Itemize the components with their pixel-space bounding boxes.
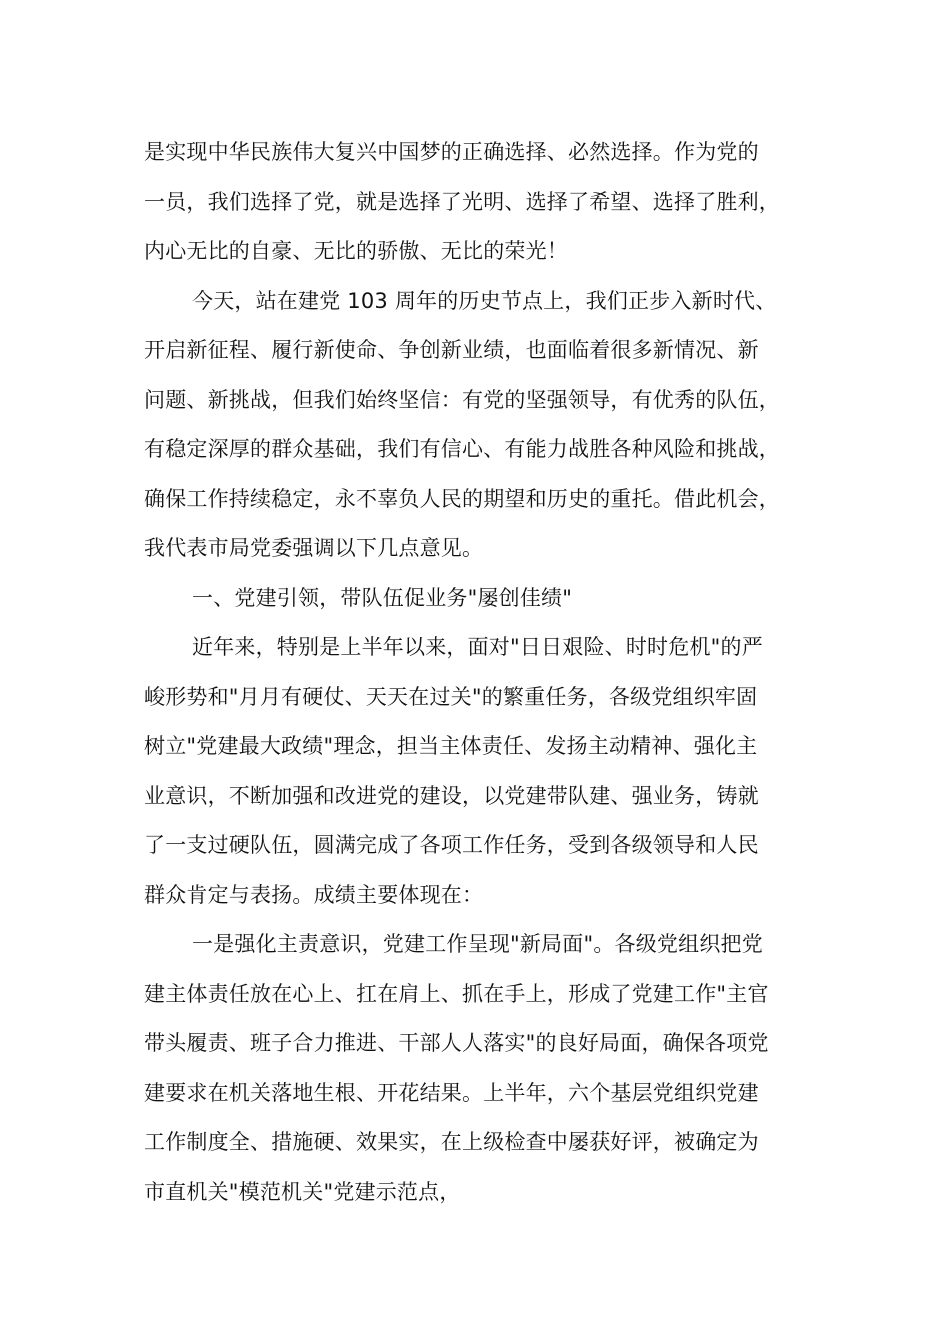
paragraph-first-line: 一是强化主责意识，党建工作呈现"新局面"。各级党组织把党 [192,932,763,956]
text-line: 带头履责、班子合力推进、干部人人落实"的良好局面，确保各项党 [144,1031,769,1055]
text-line: 建主体责任放在心上、扛在肩上、抓在手上，形成了党建工作"主官 [144,981,769,1006]
text-line: 一员，我们选择了党，就是选择了光明、选择了希望、选择了胜利， [144,189,780,214]
text-line: 内心无比的自豪、无比的骄傲、无比的荣光！ [144,239,568,263]
text-line: 树立"党建最大政绩"理念，担当主体责任、发扬主动精神、强化主 [144,734,758,758]
text-line: 是实现中华民族伟大复兴中国梦的正确选择、必然选择。作为党的 [144,140,759,164]
document-body [144,128,830,1217]
text-line: 有稳定深厚的群众基础，我们有信心、有能力战胜各种风险和挑战， [144,437,780,461]
text-line: 业意识，不断加强和改进党的建设，以党建带队建、强业务，铸就 [144,783,759,808]
text-line: 开启新征程、履行新使命、争创新业绩，也面临着很多新情况、新 [144,338,759,362]
text-line: 工作制度全、措施硬、效果实，在上级检查中屡获好评，被确定为 [144,1130,759,1154]
text-line: 市直机关"模范机关"党建示范点， [144,1179,461,1204]
text-line: 群众肯定与表扬。成绩主要体现在： [144,882,484,907]
section-heading: 一、党建引领，带队伍促业务"屡创佳绩" [192,585,573,610]
text-line: 确保工作持续稳定，永不辜负人民的期望和历史的重托。借此机会， [144,486,780,511]
text-line: 问题、新挑战，但我们始终坚信：有党的坚强领导，有优秀的队伍， [144,387,780,412]
text-line: 了一支过硬队伍，圆满完成了各项工作任务，受到各级领导和人民 [144,833,759,857]
paragraph-first-line: 今天，站在建党 103 周年的历史节点上，我们正步入新时代、 [192,288,777,313]
text-line: 峻形势和"月月有硬仗、天天在过关"的繁重任务，各级党组织牢固 [144,684,758,709]
text-line: 我代表市局党委强调以下几点意见。 [144,536,484,560]
paragraph-first-line: 近年来，特别是上半年以来，面对"日日艰险、时时危机"的严 [192,635,763,659]
text-line: 建要求在机关落地生根、开花结果。上半年，六个基层党组织党建 [144,1080,759,1105]
